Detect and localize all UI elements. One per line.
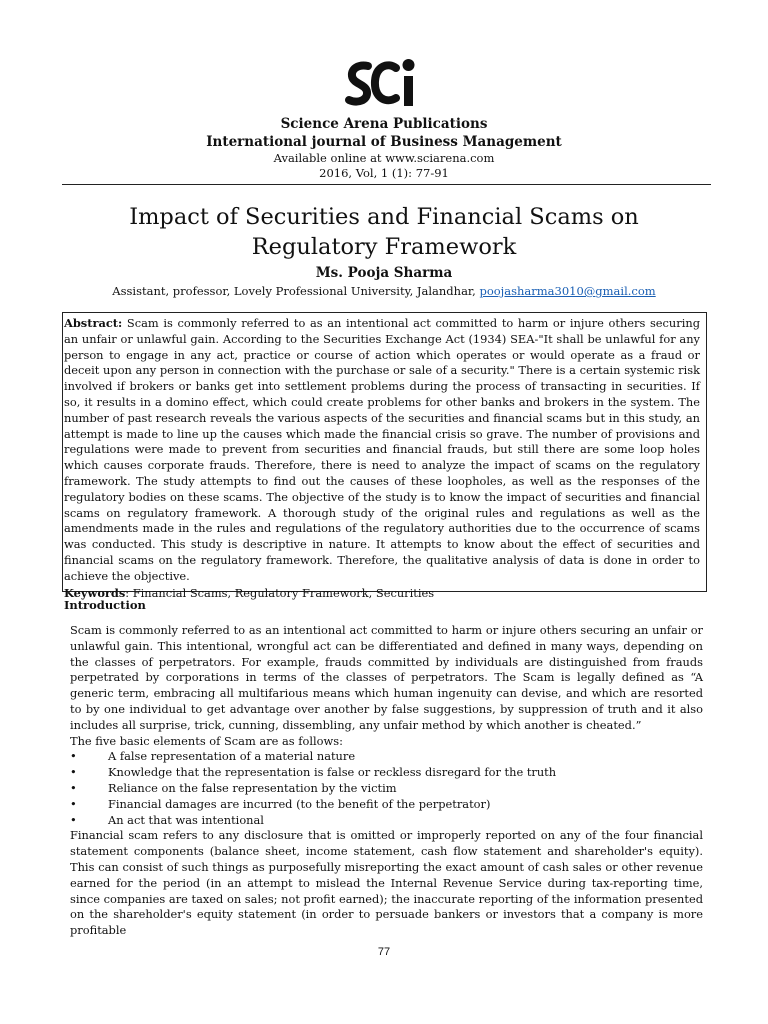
bullet-icon: • [70, 780, 77, 795]
author-name: Ms. Pooja Sharma [315, 265, 453, 281]
list-item: • Financial damages are incurred (to the benefit of the perpetrator) [70, 796, 491, 811]
abstract-label: Abstract: [64, 316, 123, 330]
abstract-text: Scam is commonly referred to as an intentional act committed to harm or injure others securing an unfair or unlawful gain. According to the Securities Exchange Act (1934) SEA-"It shall be unlawful for any person to engage in any act, practice or course of action which operates or would operate as a fraud or deceit upon any person in connection with the purchase or sale of a security." There is a certain systemic risk involved if brokers or banks get into settlement problems during the process of transacting in securities. If so, it results in a domino effect, which could create problems for other banks and brokers in the system. The number of past research reveals the various aspects of the securities and financial scams but in this study, an attempt is made to line up the causes which made the financial crisis so grave. The number of provisions and regulations were made to prevent from securities and financial frauds, but still there are some loop holes which causes corporate frauds. Therefore, there is need to analyze the impact of scams on the regulatory framework. The study attempts to find out the causes of these loopholes, as well as the responses of the regulatory bodies on these scams. The objective of the study is to know the impact of securities and financial scams on regulatory framework. A thorough study of the original rules and regulations as well as the amendments made in the rules and regulations of the regulatory authorities due to the occurrence of scams was conducted. This study is descriptive in nature. It attempts to know about the effect of securities and financial scams on the regulatory framework. Therefore, the qualitative analysis of data is done in order to achieve the objective. [64, 316, 700, 583]
author-email-link[interactable]: poojasharma3010@gmail.com [479, 284, 656, 298]
bullet-icon: • [70, 796, 77, 811]
affiliation-text: Assistant, professor, Lovely Professional University, Jalandhar, [112, 284, 480, 298]
list-item: • Knowledge that the representation is false or reckless disregard for the truth [70, 765, 557, 780]
availability-line: Available online at www.sciarena.com [273, 151, 495, 165]
publisher-name: Science Arena Publications [280, 116, 488, 132]
publication-header [0, 116, 768, 181]
paper-title [0, 202, 768, 262]
keywords-text: : Financial Scams, Regulatory Framework, Securities [125, 585, 435, 600]
header-divider [62, 184, 711, 185]
introduction-heading: Introduction [64, 598, 146, 612]
keywords-label: Keywords [64, 585, 126, 600]
title-line-1: Impact of Securities and Financial Scams on [129, 204, 639, 230]
bullet-icon: • [70, 749, 77, 764]
volume-line: 2016, Vol, 1 (1): 77-91 [319, 166, 449, 180]
intro-paragraph-1: Scam is commonly referred to as an intentional act committed to harm or injure others securing an unfair or unlawful gain. This intentional, wrongful act can be differentiated and defined in many ways, depending on the classes of perpetrators. For example, frauds committed by individuals are distinguished from frauds perpetrated by corporations in terms of the classes of perpetrators. The Scam is legally defined as “A generic term, embracing all multifarious means which human ingenuity can devise, and which are resorted to by one individual to get advantage over another by false suggestions, by suppression of truth and it also includes all surprise, trick, cunning, dissembling, any unfair method by which another is cheated.” [70, 623, 703, 732]
list-item: • A false representation of a material nature [70, 749, 356, 764]
bullet-icon: • [70, 765, 77, 780]
publisher-logo [0, 56, 768, 118]
author-affiliation [0, 284, 768, 298]
keywords-line [64, 586, 700, 602]
journal-name: International journal of Business Management [206, 134, 562, 150]
sci-logo-icon [346, 56, 422, 114]
intro-paragraph-2: Financial scam refers to any disclosure that is omitted or improperly reported on any of the four financial statement components (balance sheet, income statement, cash flow statement and shareholder's equity). This can consist of such things as purposefully misreporting the exact amount of cash sales or other revenue earned for the period (in an attempt to mislead the Internal Revenue Service during tax-reporting time, since companies are taxed on sales; not profit earned); the inaccurate reporting of the information presented on the shareholder's equity statement (in order to persuade bankers or investors that a company is more profitable [70, 828, 703, 938]
bullet-icon: • [70, 812, 77, 827]
abstract-box [62, 312, 707, 600]
introduction-body [70, 623, 703, 938]
scam-elements-list [70, 749, 703, 828]
title-line-2: Regulatory Framework [251, 234, 517, 260]
page-number: 77 [377, 946, 391, 958]
abstract-paragraph [64, 316, 700, 585]
list-item: • Reliance on the false representation by the victim [70, 780, 397, 795]
list-item: • An act that was intentional [70, 812, 264, 827]
elements-list-intro: The five basic elements of Scam are as follows: [70, 733, 343, 748]
